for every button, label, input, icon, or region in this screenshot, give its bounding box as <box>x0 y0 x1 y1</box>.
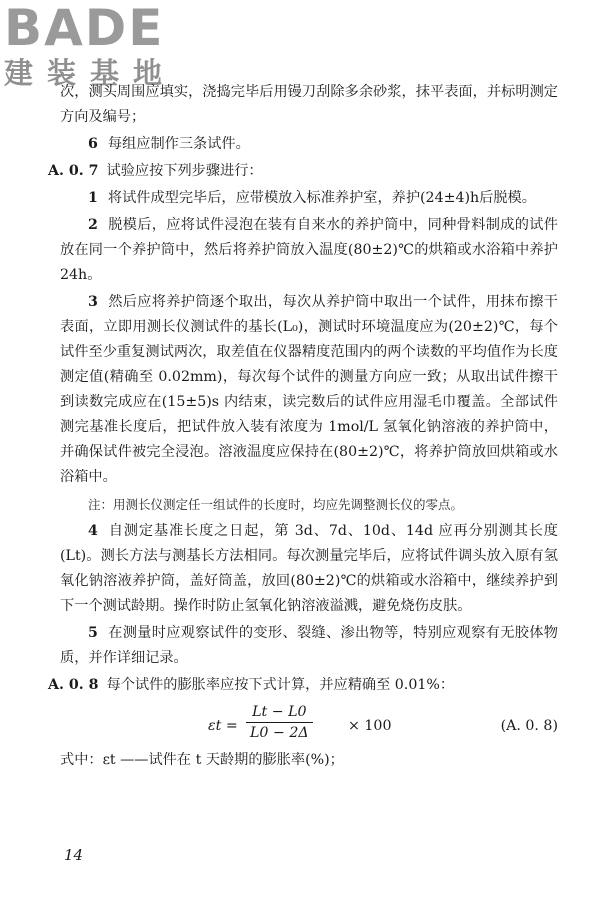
formula-legend: 式中：εt ——试件在 t 天龄期的膨胀率(%)； <box>60 752 344 768</box>
step-number: 4 <box>88 523 98 539</box>
step-2 <box>60 213 558 288</box>
paragraph-continuation: 次，测头周围应填实，浇捣完毕后用镘刀刮除多余砂浆，抹平表面，并标明测定方向及编号； <box>60 84 558 125</box>
clause-a07 <box>48 159 558 184</box>
logo-chinese-name: 建装基地 <box>4 56 177 90</box>
item-number: 6 <box>88 136 98 152</box>
step-text: 自测定基准长度之日起，第 3d、7d、10d、14d 应再分别测其长度(Lt)。测长方法与测基长方法相同。每次测量完毕后，应将试件调头放入原有氢氧化钠溶液养护筒，盖好筒盖，放回(80±2)℃的烘箱或水浴箱中，继续养护到下一个测试龄期。操作时防止氢氧化钠溶液溢溅，避免烧伤皮肤。 <box>60 523 558 614</box>
step-number: 5 <box>88 625 98 641</box>
step-number: 3 <box>88 294 98 310</box>
formula-denominator: L0 − 2Δ <box>250 725 309 741</box>
note: 注：用测长仪测定任一组试件的长度时，均应先调整测长仪的零点。 <box>88 497 464 512</box>
document-body <box>48 80 558 773</box>
step-text: 然后应将养护筒逐个取出，每次从养护筒中取出一个试件，用抹布擦干表面，立即用测长仪测试件的基长(L₀)，测试时环境温度应为(20±2)℃，每个试件至少重复测试两次，取差值在仪器精度范围内的两个读数的平均值作为长度测定值(精确至 0.02mm)，每次每个试件的测量方向应一致；从取出试件擦干到读数完成应在(15±5)s 内结束，读完数后的试件应用湿毛巾覆盖。全部试件测完基准长度后，把试件放入装有浓度为 1mol/L 氢氧化钠溶液的养护筒中，并确保试件被完全浸泡。溶液温度应保持在(80±2)℃，将养护筒放回烘箱或水浴箱中。 <box>60 294 558 485</box>
formula-lhs: εt = <box>208 718 238 734</box>
formula-fraction <box>246 702 313 743</box>
formula-numerator: Lt − L0 <box>246 702 313 723</box>
step-3 <box>60 290 558 490</box>
item-6 <box>60 132 558 157</box>
page-number: 14 <box>64 846 84 864</box>
step-number: 1 <box>88 190 98 206</box>
step-text: 脱模后，应将试件浸泡在装有自来水的养护筒中，同种骨料制成的试件放在同一个养护筒中，然后将养护筒放入温度(80±2)℃的烘箱或水浴箱中养护 24h。 <box>60 217 558 283</box>
step-1 <box>60 186 558 211</box>
formula-a08 <box>60 702 558 748</box>
clause-text: 每个试件的膨胀率应按下式计算，并应精确至 0.01%： <box>106 677 455 693</box>
step-text: 将试件成型完毕后，应带模放入标准养护室，养护(24±4)h后脱模。 <box>107 190 536 206</box>
logo-wordmark: BADE <box>4 0 165 57</box>
step-number: 2 <box>88 217 98 233</box>
item-text: 每组应制作三条试件。 <box>107 136 250 152</box>
step-text: 在测量时应观察试件的变形、裂缝、渗出物等，特别应观察有无胶体物质，并作详细记录。 <box>60 625 558 666</box>
step-5 <box>60 621 558 671</box>
clause-number: A. 0. 8 <box>48 677 99 693</box>
formula-tag: (A. 0. 8) <box>500 718 558 734</box>
clause-a08 <box>48 673 558 698</box>
clause-number: A. 0. 7 <box>48 163 99 179</box>
clause-text: 试验应按下列步骤进行： <box>106 163 263 179</box>
formula-multiplier: × 100 <box>348 718 392 734</box>
step-4 <box>60 519 558 619</box>
